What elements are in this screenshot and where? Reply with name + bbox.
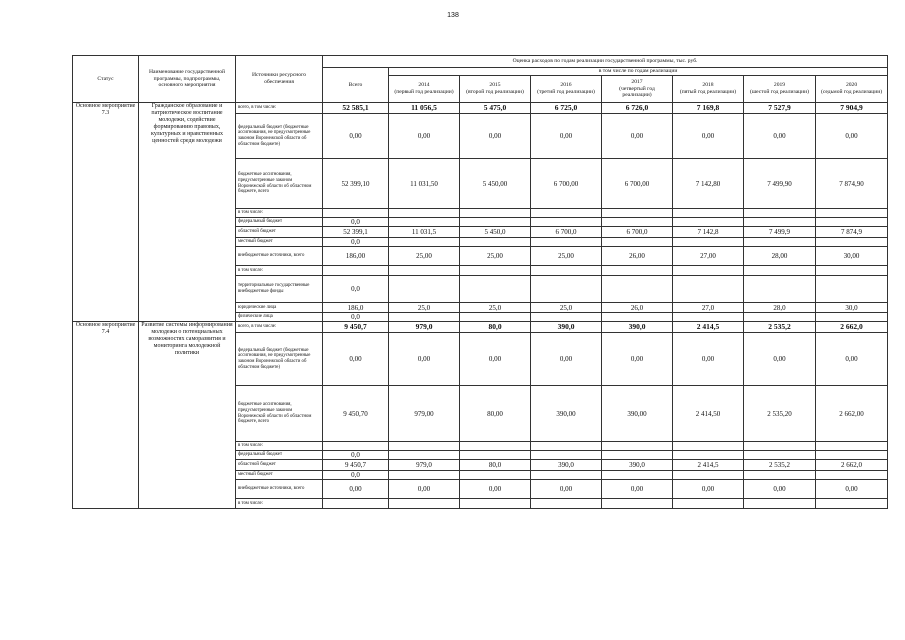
budget-table xyxy=(72,55,888,509)
table-row xyxy=(73,322,888,333)
source-cell: областной бюджет xyxy=(236,460,323,471)
header-year: 2016 xyxy=(560,82,572,89)
year-value-cell: 0,00 xyxy=(602,480,673,499)
year-value-cell: 0,00 xyxy=(460,480,531,499)
year-value-cell: 0,00 xyxy=(816,114,888,159)
year-value-cell: 0,00 xyxy=(816,480,888,499)
year-value-cell xyxy=(531,266,602,276)
source-cell: внебюджетные источники, всего xyxy=(236,247,323,266)
header-sources: Источники ресурсного обеспечения xyxy=(236,56,323,103)
year-value-cell xyxy=(460,276,531,303)
year-value-cell: 390,0 xyxy=(531,322,602,333)
year-value-cell xyxy=(602,451,673,460)
year-value-cell xyxy=(389,451,460,460)
header-year: 2020 xyxy=(845,82,858,89)
header-by-years: в том числе по годам реализации xyxy=(389,68,888,76)
year-value-cell: 979,0 xyxy=(389,460,460,471)
year-value-cell: 7 874,9 xyxy=(816,227,888,238)
year-value-cell: 390,0 xyxy=(602,460,673,471)
total-cell: 0,00 xyxy=(323,333,389,386)
year-value-cell xyxy=(389,276,460,303)
year-value-cell: 0,00 xyxy=(531,480,602,499)
total-cell: 0,0 xyxy=(323,238,389,247)
year-value-cell xyxy=(602,442,673,451)
year-value-cell: 0,00 xyxy=(673,480,744,499)
year-value-cell: 6 700,0 xyxy=(602,227,673,238)
total-cell: 0,0 xyxy=(323,471,389,480)
year-value-cell: 0,00 xyxy=(816,333,888,386)
year-value-cell: 7 874,90 xyxy=(816,159,888,209)
year-value-cell xyxy=(816,238,888,247)
year-value-cell xyxy=(744,238,816,247)
source-cell: местный бюджет xyxy=(236,238,323,247)
year-value-cell: 979,0 xyxy=(389,322,460,333)
year-value-cell xyxy=(531,276,602,303)
header-year-label: (третий год реализации) xyxy=(537,89,595,95)
year-value-cell: 30,0 xyxy=(816,303,888,313)
year-value-cell xyxy=(673,266,744,276)
year-value-cell: 7 499,9 xyxy=(744,227,816,238)
year-value-cell xyxy=(744,209,816,218)
year-value-cell xyxy=(673,451,744,460)
year-value-cell xyxy=(460,238,531,247)
year-value-cell xyxy=(460,442,531,451)
year-value-cell xyxy=(673,471,744,480)
year-value-cell: 80,00 xyxy=(460,386,531,442)
year-value-cell xyxy=(531,451,602,460)
year-value-cell xyxy=(389,471,460,480)
year-value-cell xyxy=(673,313,744,322)
source-cell: федеральный бюджет (бюджетные ассигнования, не предусмотренные законом Воронежской области об областном бюджете) xyxy=(236,333,323,386)
header-year-2020 xyxy=(816,76,888,103)
year-value-cell: 6 726,0 xyxy=(602,103,673,114)
source-cell: в том числе: xyxy=(236,442,323,451)
row-status: Основное мероприятие 7.4 xyxy=(73,322,139,509)
year-value-cell: 26,0 xyxy=(602,303,673,313)
header-year: 2018 xyxy=(702,82,714,89)
year-value-cell xyxy=(531,238,602,247)
year-value-cell xyxy=(460,218,531,227)
header-year: 2015 xyxy=(489,82,501,89)
year-value-cell xyxy=(602,238,673,247)
header-year-2015 xyxy=(460,76,531,103)
year-value-cell xyxy=(673,499,744,509)
year-value-cell: 25,00 xyxy=(460,247,531,266)
year-value-cell: 390,00 xyxy=(531,386,602,442)
year-value-cell xyxy=(602,471,673,480)
source-cell: в том числе: xyxy=(236,266,323,276)
year-value-cell: 7 499,90 xyxy=(744,159,816,209)
year-value-cell: 2 535,2 xyxy=(744,322,816,333)
year-value-cell: 7 142,8 xyxy=(673,227,744,238)
year-value-cell: 2 414,50 xyxy=(673,386,744,442)
source-cell: федеральный бюджет (бюджетные ассигнования, не предусмотренные законом Воронежской области об областном бюджете) xyxy=(236,114,323,159)
source-cell: в том числе: xyxy=(236,209,323,218)
year-value-cell: 0,00 xyxy=(602,114,673,159)
year-value-cell xyxy=(602,266,673,276)
year-value-cell: 0,00 xyxy=(389,114,460,159)
total-cell: 0,00 xyxy=(323,114,389,159)
header-year-label: (седьмой год реализации) xyxy=(820,89,883,95)
year-value-cell xyxy=(531,313,602,322)
year-value-cell: 0,00 xyxy=(389,480,460,499)
year-value-cell xyxy=(816,442,888,451)
total-cell xyxy=(323,266,389,276)
year-value-cell: 7 169,8 xyxy=(673,103,744,114)
year-value-cell: 7 527,9 xyxy=(744,103,816,114)
header-year-2016 xyxy=(531,76,602,103)
total-cell: 52 399,10 xyxy=(323,159,389,209)
source-cell: областной бюджет xyxy=(236,227,323,238)
year-value-cell xyxy=(460,471,531,480)
source-cell: в том числе: xyxy=(236,499,323,509)
year-value-cell: 5 450,0 xyxy=(460,227,531,238)
header-year: 2017 xyxy=(631,79,643,86)
year-value-cell: 979,00 xyxy=(389,386,460,442)
source-cell: местный бюджет xyxy=(236,471,323,480)
year-value-cell: 11 031,5 xyxy=(389,227,460,238)
year-value-cell: 0,00 xyxy=(744,333,816,386)
year-value-cell xyxy=(389,313,460,322)
year-value-cell: 25,0 xyxy=(531,303,602,313)
year-value-cell xyxy=(816,209,888,218)
row-status: Основное мероприятие 7.3 xyxy=(73,103,139,322)
year-value-cell: 390,00 xyxy=(602,386,673,442)
year-value-cell: 0,00 xyxy=(460,114,531,159)
row-program-name: Развитие системы информирования молодежи о потенциальных возможностях саморазвития и мониторинга молодежной политики xyxy=(139,322,236,509)
year-value-cell xyxy=(673,442,744,451)
header-status: Статус xyxy=(73,56,139,103)
year-value-cell xyxy=(816,499,888,509)
source-cell: федеральный бюджет xyxy=(236,218,323,227)
year-value-cell xyxy=(744,276,816,303)
year-value-cell xyxy=(744,266,816,276)
year-value-cell: 390,0 xyxy=(602,322,673,333)
source-cell: всего, в том числе: xyxy=(236,103,323,114)
year-value-cell: 6 700,0 xyxy=(531,227,602,238)
year-value-cell: 390,0 xyxy=(531,460,602,471)
year-value-cell xyxy=(602,218,673,227)
year-value-cell: 30,00 xyxy=(816,247,888,266)
year-value-cell xyxy=(389,209,460,218)
year-value-cell xyxy=(816,313,888,322)
total-cell: 0,0 xyxy=(323,218,389,227)
year-value-cell xyxy=(389,499,460,509)
year-value-cell: 2 414,5 xyxy=(673,322,744,333)
year-value-cell: 11 031,50 xyxy=(389,159,460,209)
year-value-cell: 0,00 xyxy=(389,333,460,386)
year-value-cell: 2 535,2 xyxy=(744,460,816,471)
header-name: Наименование государственной программы, подпрограммы, основного мероприятия xyxy=(139,56,236,103)
header-year-label: (второй год реализации) xyxy=(466,89,524,95)
year-value-cell: 0,00 xyxy=(531,114,602,159)
year-value-cell xyxy=(531,471,602,480)
year-value-cell xyxy=(744,471,816,480)
row-program-name: Гражданское образование и патриотическое воспитание молодежи, содействие формированию правовых, культурных и нравственных ценностей среди молодежи xyxy=(139,103,236,322)
header-year-2017 xyxy=(602,76,673,103)
total-cell: 9 450,7 xyxy=(323,460,389,471)
year-value-cell: 5 475,0 xyxy=(460,103,531,114)
year-value-cell xyxy=(531,218,602,227)
year-value-cell: 0,00 xyxy=(460,333,531,386)
year-value-cell: 25,0 xyxy=(460,303,531,313)
total-cell xyxy=(323,499,389,509)
year-value-cell: 0,00 xyxy=(673,333,744,386)
year-value-cell: 0,00 xyxy=(673,114,744,159)
year-value-cell: 0,00 xyxy=(744,114,816,159)
header-year-label: (пятый год реализации) xyxy=(679,89,737,95)
year-value-cell xyxy=(744,442,816,451)
year-value-cell xyxy=(460,451,531,460)
total-cell: 9 450,7 xyxy=(323,322,389,333)
year-value-cell: 2 662,0 xyxy=(816,460,888,471)
year-value-cell xyxy=(460,209,531,218)
header-year: 2014 xyxy=(418,82,430,89)
header-year: 2019 xyxy=(773,82,786,89)
header-year-label: (шестой год реализации) xyxy=(749,89,810,95)
source-cell: бюджетные ассигнования, предусмотренные законом Воронежской области об областном бюджете, всего xyxy=(236,159,323,209)
year-value-cell xyxy=(602,499,673,509)
year-value-cell xyxy=(816,276,888,303)
year-value-cell xyxy=(673,238,744,247)
header-total: Всего xyxy=(323,68,389,103)
source-cell: территориальные государственные внебюджетные фонды xyxy=(236,276,323,303)
total-cell xyxy=(323,442,389,451)
header-year-label: (четвертый год реализации) xyxy=(619,85,655,99)
header-year-2014 xyxy=(389,76,460,103)
year-value-cell xyxy=(602,209,673,218)
year-value-cell: 25,00 xyxy=(389,247,460,266)
year-value-cell xyxy=(389,218,460,227)
year-value-cell: 80,0 xyxy=(460,460,531,471)
year-value-cell: 26,00 xyxy=(602,247,673,266)
year-value-cell xyxy=(744,313,816,322)
year-value-cell: 7 904,9 xyxy=(816,103,888,114)
year-value-cell xyxy=(531,209,602,218)
source-cell: физические лица xyxy=(236,313,323,322)
year-value-cell xyxy=(744,451,816,460)
year-value-cell: 2 662,0 xyxy=(816,322,888,333)
header-year-label: (первый год реализации) xyxy=(394,89,454,95)
year-value-cell xyxy=(460,499,531,509)
total-cell: 186,00 xyxy=(323,247,389,266)
year-value-cell xyxy=(602,313,673,322)
page-number: 138 xyxy=(447,12,459,19)
year-value-cell: 25,00 xyxy=(531,247,602,266)
year-value-cell: 5 450,00 xyxy=(460,159,531,209)
year-value-cell xyxy=(673,218,744,227)
total-cell: 0,00 xyxy=(323,480,389,499)
year-value-cell: 2 535,20 xyxy=(744,386,816,442)
year-value-cell xyxy=(460,313,531,322)
year-value-cell: 2 414,5 xyxy=(673,460,744,471)
year-value-cell xyxy=(816,451,888,460)
year-value-cell: 28,00 xyxy=(744,247,816,266)
year-value-cell xyxy=(816,471,888,480)
year-value-cell xyxy=(531,499,602,509)
year-value-cell: 0,00 xyxy=(744,480,816,499)
year-value-cell: 6 725,0 xyxy=(531,103,602,114)
year-value-cell: 25,0 xyxy=(389,303,460,313)
total-cell: 0,0 xyxy=(323,276,389,303)
year-value-cell: 6 700,00 xyxy=(531,159,602,209)
year-value-cell: 2 662,00 xyxy=(816,386,888,442)
total-cell xyxy=(323,209,389,218)
table-row xyxy=(73,103,888,114)
year-value-cell xyxy=(389,266,460,276)
year-value-cell: 7 142,80 xyxy=(673,159,744,209)
total-cell: 52 585,1 xyxy=(323,103,389,114)
total-cell: 9 450,70 xyxy=(323,386,389,442)
year-value-cell xyxy=(531,442,602,451)
year-value-cell: 6 700,00 xyxy=(602,159,673,209)
year-value-cell xyxy=(389,442,460,451)
year-value-cell: 80,0 xyxy=(460,322,531,333)
total-cell: 52 399,1 xyxy=(323,227,389,238)
year-value-cell xyxy=(673,276,744,303)
year-value-cell: 11 056,5 xyxy=(389,103,460,114)
source-cell: юридические лица xyxy=(236,303,323,313)
year-value-cell: 27,0 xyxy=(673,303,744,313)
year-value-cell xyxy=(602,276,673,303)
total-cell: 0,0 xyxy=(323,313,389,322)
year-value-cell: 0,00 xyxy=(602,333,673,386)
header-year-2019 xyxy=(744,76,816,103)
year-value-cell xyxy=(389,238,460,247)
year-value-cell xyxy=(816,218,888,227)
year-value-cell xyxy=(816,266,888,276)
year-value-cell: 0,00 xyxy=(531,333,602,386)
year-value-cell xyxy=(744,218,816,227)
source-cell: бюджетные ассигнования, предусмотренные законом Воронежской области об областном бюджете, всего xyxy=(236,386,323,442)
year-value-cell: 27,00 xyxy=(673,247,744,266)
year-value-cell xyxy=(673,209,744,218)
header-year-2018 xyxy=(673,76,744,103)
total-cell: 186,0 xyxy=(323,303,389,313)
source-cell: федеральный бюджет xyxy=(236,451,323,460)
source-cell: всего, в том числе: xyxy=(236,322,323,333)
year-value-cell xyxy=(460,266,531,276)
year-value-cell: 28,0 xyxy=(744,303,816,313)
total-cell: 0,0 xyxy=(323,451,389,460)
source-cell: внебюджетные источники, всего xyxy=(236,480,323,499)
header-estimate: Оценка расходов по годам реализации государственной программы, тыс. руб. xyxy=(323,56,888,68)
year-value-cell xyxy=(744,499,816,509)
